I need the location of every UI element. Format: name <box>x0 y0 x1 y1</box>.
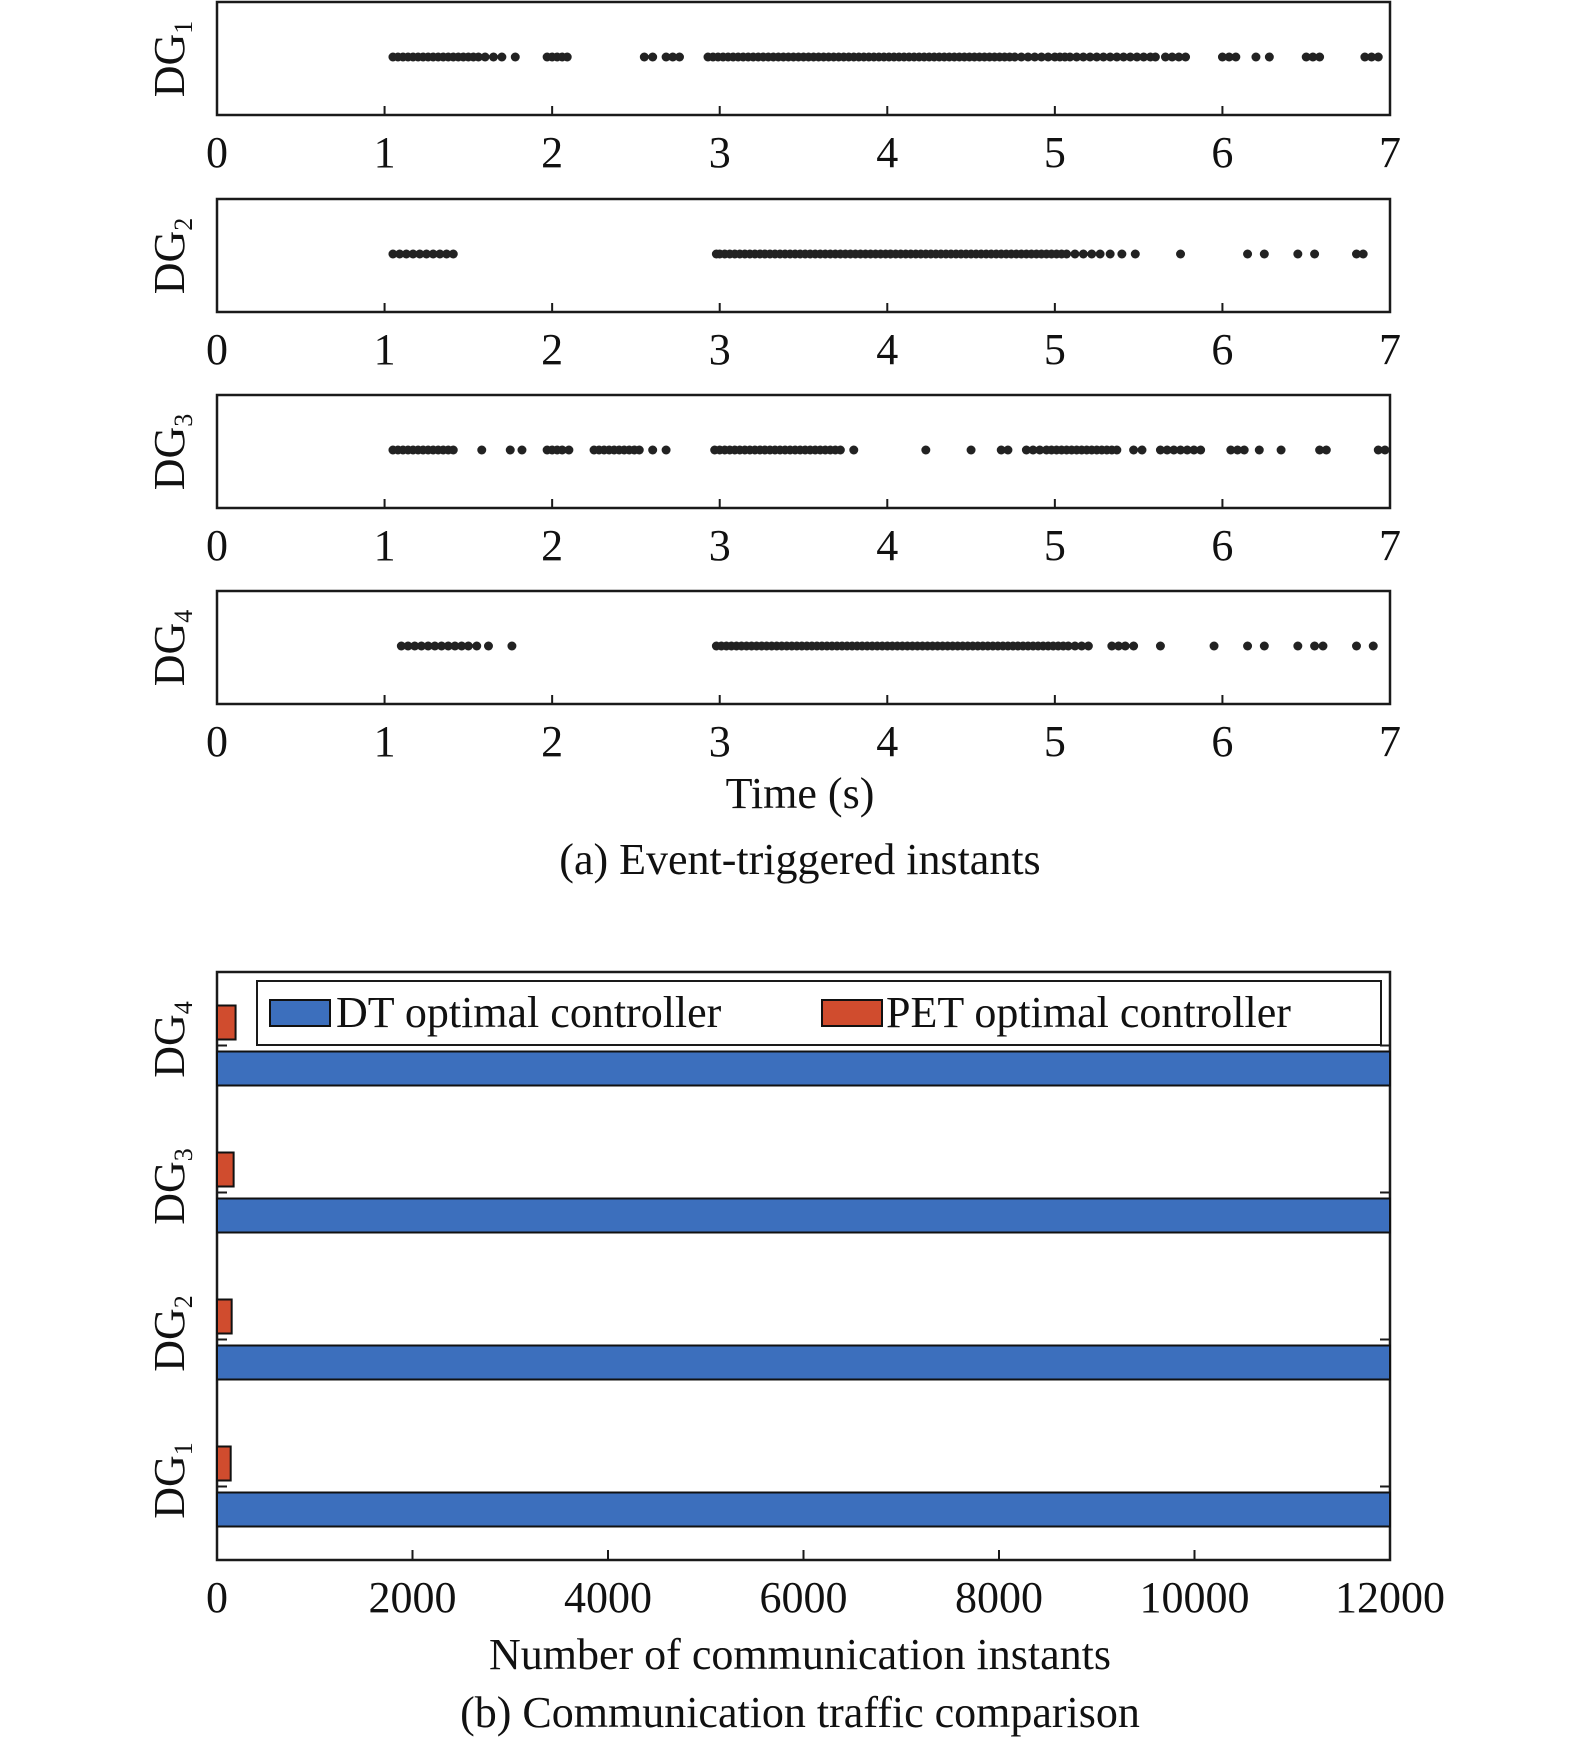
event-point <box>1260 250 1269 259</box>
event-point <box>464 642 473 651</box>
bar-category-label-subscript: 3 <box>169 1148 198 1162</box>
x-tick-label: 6000 <box>759 1573 848 1622</box>
scatter-panel-4 <box>145 591 1401 766</box>
panel-y-label-text: DG4 <box>145 609 198 687</box>
event-point <box>506 446 515 455</box>
event-point <box>1374 53 1383 62</box>
x-tick-label: 0 <box>206 521 228 570</box>
event-point <box>484 642 493 651</box>
x-tick-label: 4 <box>876 717 899 766</box>
legend-label: PET optimal controller <box>886 988 1291 1037</box>
event-point <box>967 446 976 455</box>
event-point <box>1156 642 1165 651</box>
x-tick-label: 3 <box>708 128 731 177</box>
event-point <box>662 446 671 455</box>
x-tick-label: 0 <box>206 325 228 374</box>
x-tick-label: 7 <box>1379 521 1401 570</box>
x-tick-label: 0 <box>206 717 228 766</box>
x-tick-label: 7 <box>1379 325 1401 374</box>
bar-category-label-subscript: 2 <box>169 1295 198 1309</box>
x-tick-label: 4 <box>876 325 899 374</box>
communication-bar-chart <box>145 972 1445 1622</box>
event-point <box>481 53 490 62</box>
bar-category-label-text: DG2 <box>145 1295 198 1372</box>
event-point <box>648 446 657 455</box>
event-point <box>1231 53 1240 62</box>
pet-bar <box>217 1006 236 1040</box>
event-point <box>1277 446 1286 455</box>
event-point <box>1310 250 1319 259</box>
event-point <box>489 53 498 62</box>
x-tick-label: 3 <box>708 717 731 766</box>
event-point <box>511 53 520 62</box>
event-point <box>1255 446 1264 455</box>
x-tick-label: 2 <box>541 521 564 570</box>
event-point <box>1062 250 1071 259</box>
event-point <box>1352 642 1361 651</box>
event-triggered-panels <box>145 2 1401 766</box>
scatter-panel-3 <box>145 395 1401 570</box>
event-point <box>1151 53 1160 62</box>
event-point <box>1106 250 1115 259</box>
event-point <box>1240 446 1249 455</box>
event-point <box>1137 446 1146 455</box>
x-tick-label: 12000 <box>1335 1573 1445 1622</box>
legend-swatch <box>822 1000 882 1026</box>
bar-x-axis-title: Number of communication instants <box>489 1630 1111 1679</box>
event-point <box>648 53 657 62</box>
event-point <box>921 446 930 455</box>
event-point <box>1079 250 1088 259</box>
x-tick-label: 5 <box>1043 325 1066 374</box>
x-tick-label: 5 <box>1043 717 1066 766</box>
x-tick-label: 2 <box>541 128 564 177</box>
x-tick-label: 1 <box>373 128 396 177</box>
event-point <box>1121 642 1130 651</box>
event-point <box>1243 250 1252 259</box>
panel-y-label-text: DG2 <box>145 217 198 295</box>
dt-bar <box>217 1346 1390 1380</box>
event-point <box>1243 642 1252 651</box>
x-tick-label: 6 <box>1211 325 1234 374</box>
event-point <box>849 446 858 455</box>
bar-category-label <box>145 1295 198 1372</box>
x-tick-label: 6 <box>1211 521 1234 570</box>
legend-label: DT optimal controller <box>336 988 722 1037</box>
x-tick-label: 3 <box>708 325 731 374</box>
panel-y-label-subscript: 2 <box>169 217 198 231</box>
bar-category-label <box>145 1148 198 1225</box>
event-point <box>507 642 516 651</box>
event-point <box>1322 446 1331 455</box>
event-point <box>1070 250 1079 259</box>
x-tick-label: 2000 <box>368 1573 457 1622</box>
x-tick-label: 6 <box>1211 128 1234 177</box>
event-point <box>517 446 526 455</box>
pet-bar <box>217 1300 232 1334</box>
event-point <box>1210 642 1219 651</box>
event-point <box>1369 642 1378 651</box>
scatter-caption: (a) Event-triggered instants <box>559 835 1041 884</box>
event-point <box>497 53 506 62</box>
event-point <box>1380 446 1389 455</box>
event-point <box>449 250 458 259</box>
bar-category-label-text: DG1 <box>145 1442 198 1519</box>
event-point <box>1293 250 1302 259</box>
x-tick-label: 1 <box>373 717 396 766</box>
event-point <box>1318 642 1327 651</box>
panel-y-label-subscript: 3 <box>169 413 198 427</box>
event-point <box>477 446 486 455</box>
event-point <box>1003 446 1012 455</box>
x-tick-label: 2 <box>541 325 564 374</box>
event-point <box>449 446 458 455</box>
x-tick-label: 1 <box>373 325 396 374</box>
dt-bar <box>217 1199 1390 1233</box>
event-point <box>1131 250 1140 259</box>
event-point <box>1129 642 1138 651</box>
scatter-x-axis-title: Time (s) <box>725 769 875 818</box>
pet-bar <box>217 1153 234 1187</box>
panel-y-label <box>145 21 198 98</box>
event-point <box>635 446 644 455</box>
event-point <box>1265 53 1274 62</box>
x-tick-label: 4 <box>876 128 899 177</box>
event-point <box>1176 250 1185 259</box>
x-tick-label: 4 <box>876 521 899 570</box>
bar-category-label-text: DG4 <box>145 1001 198 1078</box>
legend <box>257 981 1381 1045</box>
bar-caption: (b) Communication traffic comparison <box>460 1688 1140 1737</box>
scatter-panel-1 <box>145 2 1401 177</box>
x-tick-label: 8000 <box>955 1573 1043 1622</box>
panel-y-label-subscript: 4 <box>169 609 198 623</box>
event-point <box>1084 642 1093 651</box>
event-point <box>1096 250 1105 259</box>
bar-category-label <box>145 1442 198 1519</box>
panel-y-label-text: DG1 <box>145 20 198 98</box>
panel-y-label <box>145 414 198 491</box>
x-tick-label: 0 <box>206 128 228 177</box>
x-tick-label: 10000 <box>1139 1573 1250 1622</box>
x-tick-label: 7 <box>1379 717 1401 766</box>
bar-category-label <box>145 1001 198 1078</box>
pet-bar <box>217 1447 231 1481</box>
x-tick-label: 5 <box>1043 128 1066 177</box>
dt-bar <box>217 1052 1390 1086</box>
event-point <box>836 446 845 455</box>
event-point <box>1117 250 1126 259</box>
event-point <box>1310 642 1319 651</box>
event-point <box>1260 642 1269 651</box>
panel-y-label-text: DG3 <box>145 413 198 491</box>
x-tick-label: 5 <box>1043 521 1066 570</box>
event-point <box>1315 53 1324 62</box>
event-point <box>1251 53 1260 62</box>
scatter-panel-2 <box>145 199 1401 374</box>
panel-y-label <box>145 610 198 687</box>
event-point <box>564 446 573 455</box>
event-point <box>640 53 649 62</box>
event-point <box>1129 446 1138 455</box>
event-point <box>472 642 481 651</box>
event-point <box>1087 250 1096 259</box>
bar-category-label-subscript: 1 <box>169 1442 198 1456</box>
x-tick-label: 7 <box>1379 128 1401 177</box>
event-point <box>1112 446 1121 455</box>
dt-bar <box>217 1493 1390 1527</box>
panel-y-label-subscript: 1 <box>169 20 198 34</box>
x-tick-label: 4000 <box>564 1573 652 1622</box>
event-point <box>1196 446 1205 455</box>
event-point <box>1293 642 1302 651</box>
panel-y-label <box>145 218 198 295</box>
bar-category-label-subscript: 4 <box>169 1001 198 1015</box>
x-tick-label: 1 <box>373 521 396 570</box>
event-point <box>675 53 684 62</box>
event-point <box>563 53 572 62</box>
event-point <box>1181 53 1190 62</box>
x-tick-label: 6 <box>1211 717 1234 766</box>
x-tick-label: 0 <box>206 1573 228 1622</box>
legend-swatch <box>270 1000 330 1026</box>
event-point <box>1359 250 1368 259</box>
x-tick-label: 3 <box>708 521 731 570</box>
x-tick-label: 2 <box>541 717 564 766</box>
bar-category-label-text: DG3 <box>145 1148 198 1225</box>
